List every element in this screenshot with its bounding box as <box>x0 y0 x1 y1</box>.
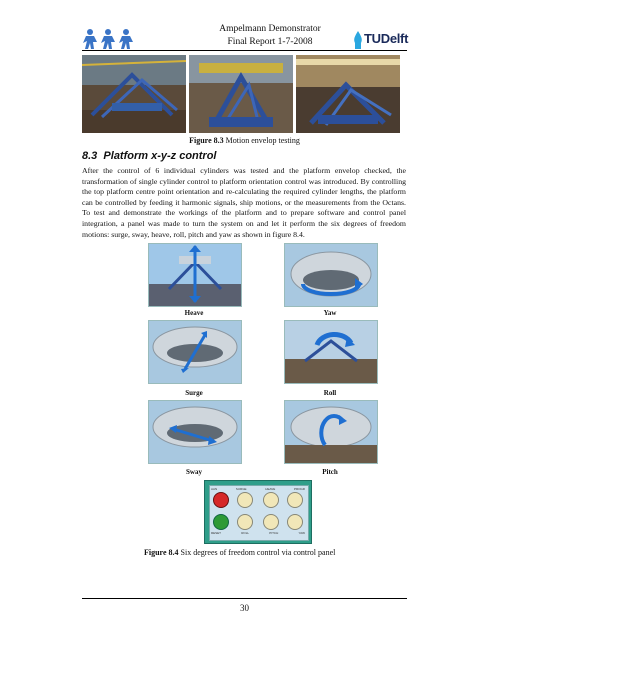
report-header <box>180 23 360 49</box>
panel-button-roll[interactable] <box>237 514 253 530</box>
control-panel <box>204 480 312 544</box>
figure-8-3-text: Motion envelop testing <box>223 136 300 145</box>
report-title: Ampelmann Demonstrator <box>219 24 321 34</box>
panel-label-yaw: YAW <box>298 531 305 535</box>
panel-row-1-labels <box>211 487 305 491</box>
tudelft-logo-text: TUDelft <box>364 31 409 46</box>
tudelft-flame-icon <box>352 31 364 49</box>
report-date: Final Report 1-7-2008 <box>227 37 313 47</box>
page-number: 30 <box>240 603 249 613</box>
pitch-photo <box>284 400 378 464</box>
section-heading <box>82 150 217 162</box>
panel-label-reset: RESET <box>211 531 222 535</box>
panel-button-pitch[interactable] <box>263 514 279 530</box>
motion-test-photo-1 <box>82 55 186 133</box>
ampelmann-logo-icon <box>82 28 138 50</box>
panel-label-pitch: PITCH <box>269 531 279 535</box>
yaw-label: Yaw <box>323 309 337 317</box>
roll-photo <box>284 320 378 384</box>
body-paragraph: After the control of 6 individual cylinders was tested and the platform envelop checked, the transformation of single cylinder control to platform orientation control was introduced. By controlling the top platform centre point orientation and re-calculating the required cylinder lengths, the platform can be controlled by feeding it harmonic signals, ship motions, or the measurements from the Octans. To test and demonstrate the workings of the platform and to prepare software and control panel integration, a panel was made to turn the system on and let it perform the six degrees of freedom motions: surge, sway, heave, roll, pitch and yaw as shown in figure 8.4. <box>82 166 406 239</box>
figure-8-4-caption <box>144 548 335 557</box>
motion-test-photo-3 <box>296 55 400 133</box>
panel-button-heave[interactable] <box>263 492 279 508</box>
header-rule <box>82 50 407 51</box>
panel-button-surge[interactable] <box>237 492 253 508</box>
surge-photo <box>148 320 242 384</box>
panel-label-roll: ROLL <box>241 531 250 535</box>
footer-rule <box>82 598 407 599</box>
panel-label-heave: HEAVE <box>265 487 276 491</box>
figure-8-3-label: Figure 8.3 <box>189 136 224 145</box>
section-number: 8.3 <box>82 150 98 162</box>
figure-8-4-label: Figure 8.4 <box>144 548 179 557</box>
pitch-label: Pitch <box>322 468 338 476</box>
panel-row-2-labels <box>211 531 305 535</box>
panel-button-reset[interactable] <box>213 514 229 530</box>
section-title: Platform x-y-z control <box>103 150 217 162</box>
panel-button-yaw[interactable] <box>287 514 303 530</box>
heave-photo <box>148 243 242 307</box>
figure-8-3-caption <box>82 136 407 145</box>
motion-test-photo-2 <box>189 55 293 133</box>
tudelft-logo <box>352 28 408 50</box>
panel-button-on[interactable] <box>213 492 229 508</box>
figure-8-4-text: Six degrees of freedom control via control panel <box>178 548 336 557</box>
sway-photo <box>148 400 242 464</box>
roll-label: Roll <box>323 389 337 397</box>
panel-label-surge: SURGE <box>235 487 247 491</box>
heave-label: Heave <box>184 309 204 317</box>
yaw-photo <box>284 243 378 307</box>
panel-label-progr: PROGR <box>293 487 305 491</box>
panel-button-program[interactable] <box>287 492 303 508</box>
surge-label: Surge <box>185 389 203 397</box>
panel-label-aan: AAN <box>211 487 218 491</box>
sway-label: Sway <box>186 468 202 476</box>
